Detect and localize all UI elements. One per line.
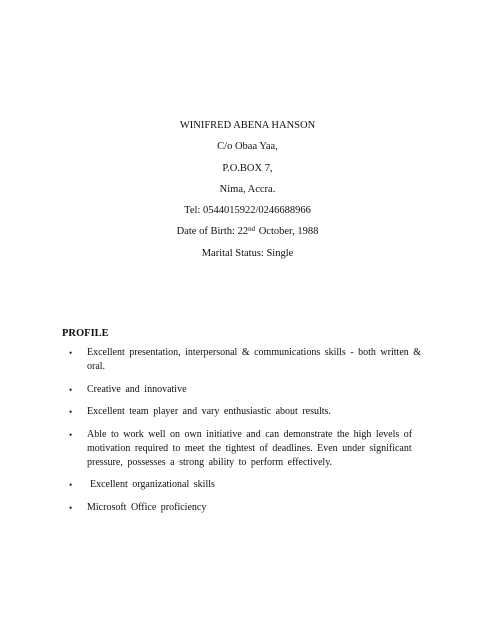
date-of-birth-line xyxy=(0,225,495,246)
bullet-icon: • xyxy=(69,480,73,490)
bullet-icon: • xyxy=(69,384,73,395)
list-item-text: Microsoft Office proficiency xyxy=(87,501,207,513)
dob-ordinal-suffix: nd xyxy=(248,225,256,234)
bullet-icon: • xyxy=(69,502,73,513)
marital-status-line: Marital Status: Single xyxy=(201,247,294,259)
address-line-2: P.O.BOX 7, xyxy=(222,162,273,174)
dob-day: Date of Birth: 22 xyxy=(176,226,249,238)
profile-item-team-player xyxy=(62,405,432,419)
bullet-icon: • xyxy=(69,348,73,358)
dob-month-year: October, 1988 xyxy=(256,226,319,238)
list-item-text: Excellent presentation, interpersonal & communications skills - both written & oral. xyxy=(87,347,422,372)
list-item-text: Creative and innovative xyxy=(87,383,187,395)
profile-heading: PROFILE xyxy=(62,328,109,339)
telephone-line: Tel: 0544015922/0246688966 xyxy=(184,205,311,217)
list-item-text: Excellent organizational skills xyxy=(90,479,215,490)
profile-item-creative xyxy=(62,383,432,397)
profile-item-office xyxy=(62,501,432,515)
profile-list xyxy=(62,346,432,523)
address-line-3: Nima, Accra. xyxy=(219,183,276,195)
list-item-text: Excellent team player and vary enthusiastic about results. xyxy=(87,406,331,417)
list-item-text: Able to work well on own initiative and can demonstrate the high levels of motivation required to meet the tightest of deadlines. Even under significant pressure, possesses a strong ability to perform effectively. xyxy=(87,428,413,468)
applicant-name: WINIFRED ABENA HANSON xyxy=(179,120,316,131)
address-line-1: C/o Obaa Yaa, xyxy=(217,141,278,153)
bullet-icon: • xyxy=(69,429,73,440)
profile-item-presentation xyxy=(62,346,432,374)
bullet-icon: • xyxy=(69,407,73,417)
profile-item-organizational xyxy=(62,478,432,492)
profile-item-initiative xyxy=(62,428,432,470)
contact-header xyxy=(0,119,495,268)
